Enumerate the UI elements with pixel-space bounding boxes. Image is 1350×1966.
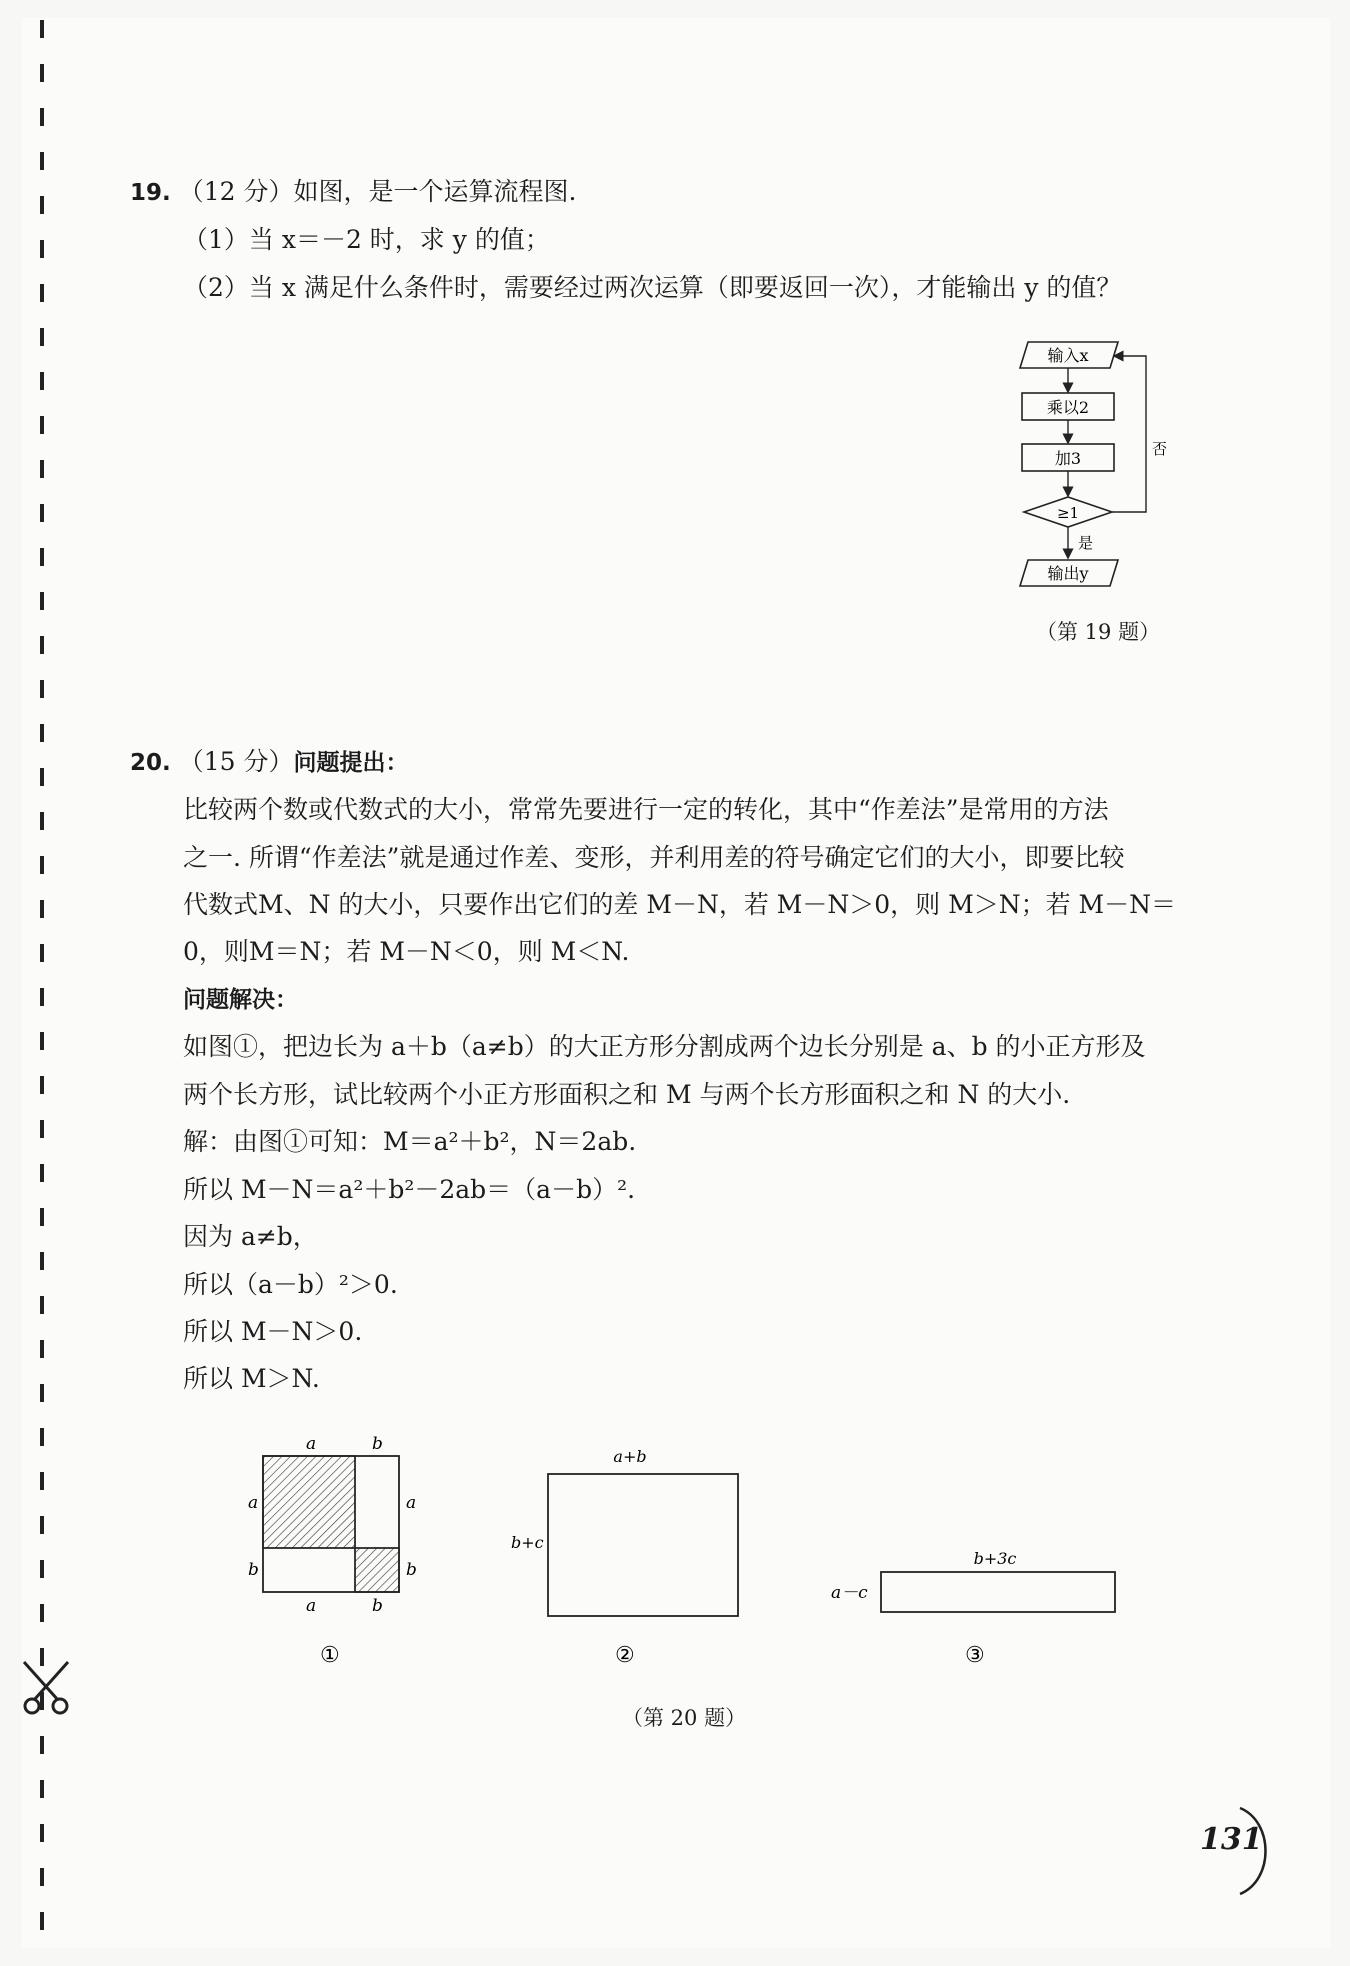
fig2-number: ② [615,1643,635,1668]
q20-para1-line4: 0，则M＝N；若 M－N＜0，则 M＜N. [183,937,630,966]
fig1-bottom-a: a [306,1596,317,1616]
q20-problem-title: 问题提出： [293,750,409,776]
fig2-top-label: a+b [613,1447,647,1466]
fig1-right-b: b [406,1560,417,1580]
fig1-top-a: a [306,1434,317,1454]
fig3-left-label: a－c [831,1583,868,1603]
fig1-bottom-b: b [372,1596,383,1616]
q19-head-text: （12 分）如图，是一个运算流程图. [178,177,577,206]
q20-number: 20. [130,750,171,776]
q20-para2-line1: 如图①，把边长为 a＋b（a≠b）的大正方形分割成两个边长分别是 a、b 的小正方形及 [183,1032,1146,1061]
fig1-right-a: a [406,1493,417,1513]
q20-step-5: 所以 M－N＞0. [183,1317,363,1346]
fig1-top-b: b [372,1434,383,1454]
fig2-left-label: b+c [511,1533,544,1552]
fig3-rectangle [881,1572,1115,1612]
q20-solve-title: 问题解决： [183,987,298,1013]
q20-step-2: 所以 M－N＝a²＋b²－2ab＝（a－b）². [183,1175,636,1204]
q20-heading [130,746,408,779]
flowchart-diagram [1010,330,1200,610]
flow-decision-label: ≥1 [1056,504,1080,522]
q20-para1-line2: 之一. 所谓“作差法”就是通过作差、变形，并利用差的符号确定它们的大小，即要比较 [183,843,1125,872]
q20-para2-line2: 两个长方形，试比较两个小正方形面积之和 M 与两个长方形面积之和 N 的大小. [183,1080,1071,1109]
q20-figure-3 [825,1540,1125,1680]
q19-number: 19. [130,180,171,206]
q19-part2: （2）当 x 满足什么条件时，需要经过两次运算（即要返回一次），才能输出 y 的值？ [183,273,1122,302]
q19-caption: （第 19 题） [1036,620,1161,644]
q20-step-3: 因为 a≠b， [183,1222,318,1251]
q20-step-4: 所以（a－b）²＞0. [183,1270,398,1299]
fig1-left-a: a [248,1493,259,1513]
q20-para1-line1: 比较两个数或代数式的大小，常常先要进行一定的转化，其中“作差法”是常用的方法 [183,795,1109,824]
q20-caption: （第 20 题） [622,1706,747,1730]
flow-add-label: 加3 [1054,449,1082,468]
fig1-square-b [355,1548,399,1592]
q20-figure-2 [505,1444,755,1680]
flow-output-label: 输出y [1047,564,1089,583]
flow-no-label: 否 [1152,440,1168,458]
scissors-icon [18,1660,74,1716]
flow-input-label: 输入x [1047,346,1089,365]
q20-para1-line3: 代数式M、N 的大小，只要作出它们的差 M－N，若 M－N＞0，则 M＞N；若 M－N＝ [183,890,1177,919]
fig2-rectangle [548,1474,738,1616]
fig1-square-a [263,1456,355,1548]
fig1-left-b: b [248,1560,259,1580]
q19-part1: （1）当 x＝－2 时，求 y 的值； [183,225,550,254]
fig3-top-label: b+3c [973,1549,1017,1568]
q20-score: （15 分） [178,747,294,776]
q20-step-1: 解：由图①可知：M＝a²＋b²，N＝2ab. [183,1127,637,1156]
q20-figure-1 [240,1430,440,1680]
q19-heading [130,176,576,209]
page-number: 131 [1200,1822,1263,1857]
flow-mul-label: 乘以2 [1046,398,1090,417]
q20-step-6: 所以 M＞N. [183,1364,320,1393]
flow-yes-label: 是 [1078,534,1094,552]
fig3-number: ③ [965,1643,985,1668]
fig1-number: ① [320,1643,340,1668]
